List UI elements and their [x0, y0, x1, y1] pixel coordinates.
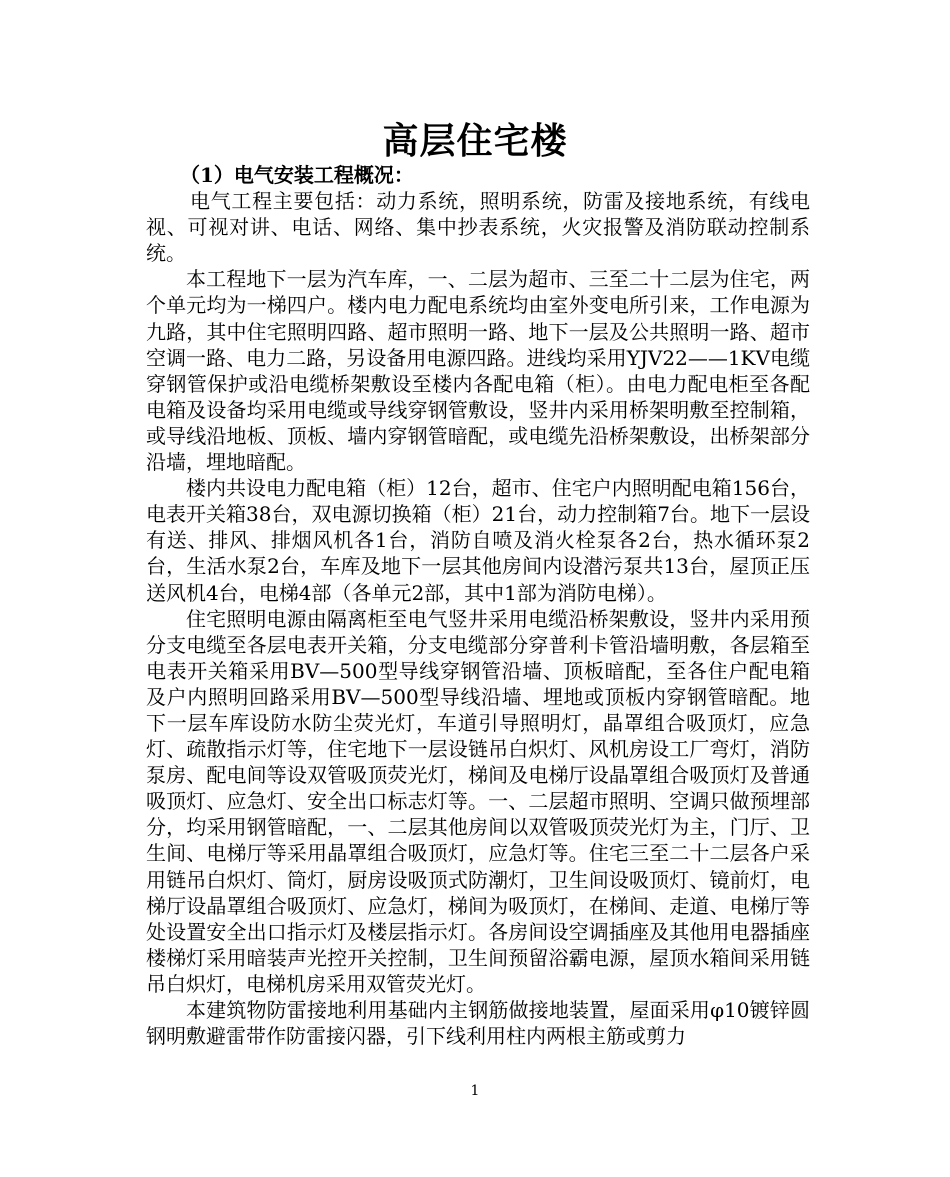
section-heading: （1）电气安装工程概况：: [180, 163, 414, 187]
paragraph-lightning-protection: 本建筑物防雷接地利用基础内主钢筋做接地装置，屋面采用φ10镀锌圆钢明敷避雷带作防雷接闪器，引下线利用柱内两根主筋或剪力: [146, 998, 810, 1049]
paragraph-lighting: 住宅照明电源由隔离柜至电气竖井采用电缆沿桥架敷设，竖井内采用预分支电缆至各层电表开关箱，分支电缆部分穿普利卡管沿墙明敷，各层箱至电表开关箱采用BV—500型导线穿钢管沿墙、顶板暗配，至各住户配电箱及户内照明回路采用BV—500型导线沿墙、埋地或顶板内穿钢管暗配。地下一层车库设防水防尘荧光灯，车道引导照明灯，晶罩组合吸顶灯，应急灯、疏散指示灯等，住宅地下一层设链吊白炽灯、风机房设工厂弯灯，消防泵房、配电间等设双管吸顶荧光灯，梯间及电梯厅设晶罩组合吸顶灯及普通吸顶灯、应急灯、安全出口标志灯等。一、二层超市照明、空调只做预埋部分，均采用钢管暗配，一、二层其他房间以双管吸顶荧光灯为主，门厅、卫生间、电梯厅等采用晶罩组合吸顶灯，应急灯等。住宅三至二十二层各户采用链吊白炽灯、筒灯，厨房设吸顶式防潮灯，卫生间设吸顶灯、镜前灯，电梯厅设晶罩组合吸顶灯、应急灯，梯间为吸顶灯，在梯间、走道、电梯厅等处设置安全出口指示灯及楼层指示灯。各房间设空调插座及其他用电器插座楼梯灯采用暗装声光控开关控制，卫生间预留浴霸电源，屋顶水箱间采用链吊白炽灯，电梯机房采用双管荧光灯。: [146, 606, 810, 996]
document-title: 高层住宅楼: [382, 120, 568, 162]
paragraph-power-system: 本工程地下一层为汽车库，一、二层为超市、三至二十二层为住宅，两个单元均为一梯四户。楼内电力配电系统均由室外变电所引来，工作电源为九路，其中住宅照明四路、超市照明一路、地下一层及公共照明一路、超市空调一路、电力二路，另设备用电源四路。进线均采用YJV22——1KV电缆穿钢管保护或沿电缆桥架敷设至楼内各配电箱（柜）。由电力配电柜至各配电箱及设备均采用电缆或导线穿钢管敷设，竖井内采用桥架明敷至控制箱，或导线沿地板、顶板、墙内穿钢管暗配，或电缆先沿桥架敷设，出桥架部分沿墙，埋地暗配。: [146, 267, 810, 475]
document-body: [146, 162, 810, 1049]
paragraph-equipment: 楼内共设电力配电箱（柜）12台，超市、住宅户内照明配电箱156台，电表开关箱38台，双电源切换箱（柜）21台，动力控制箱7台。地下一层设有送、排风、排烟风机各1台，消防自喷及消火栓泵各2台，热水循环泵2台，生活水泵2台，车库及地下一层其他房间内设潜污泵共13台，屋顶正压送风机4台，电梯4部（各单元2部，其中1部为消防电梯）。: [146, 476, 810, 605]
page-number: 1: [470, 1083, 480, 1099]
paragraph-overview: 电气工程主要包括：动力系统，照明系统，防雷及接地系统，有线电视、可视对讲、电话、网络、集中抄表系统，火灾报警及消防联动控制系统。: [146, 189, 810, 266]
